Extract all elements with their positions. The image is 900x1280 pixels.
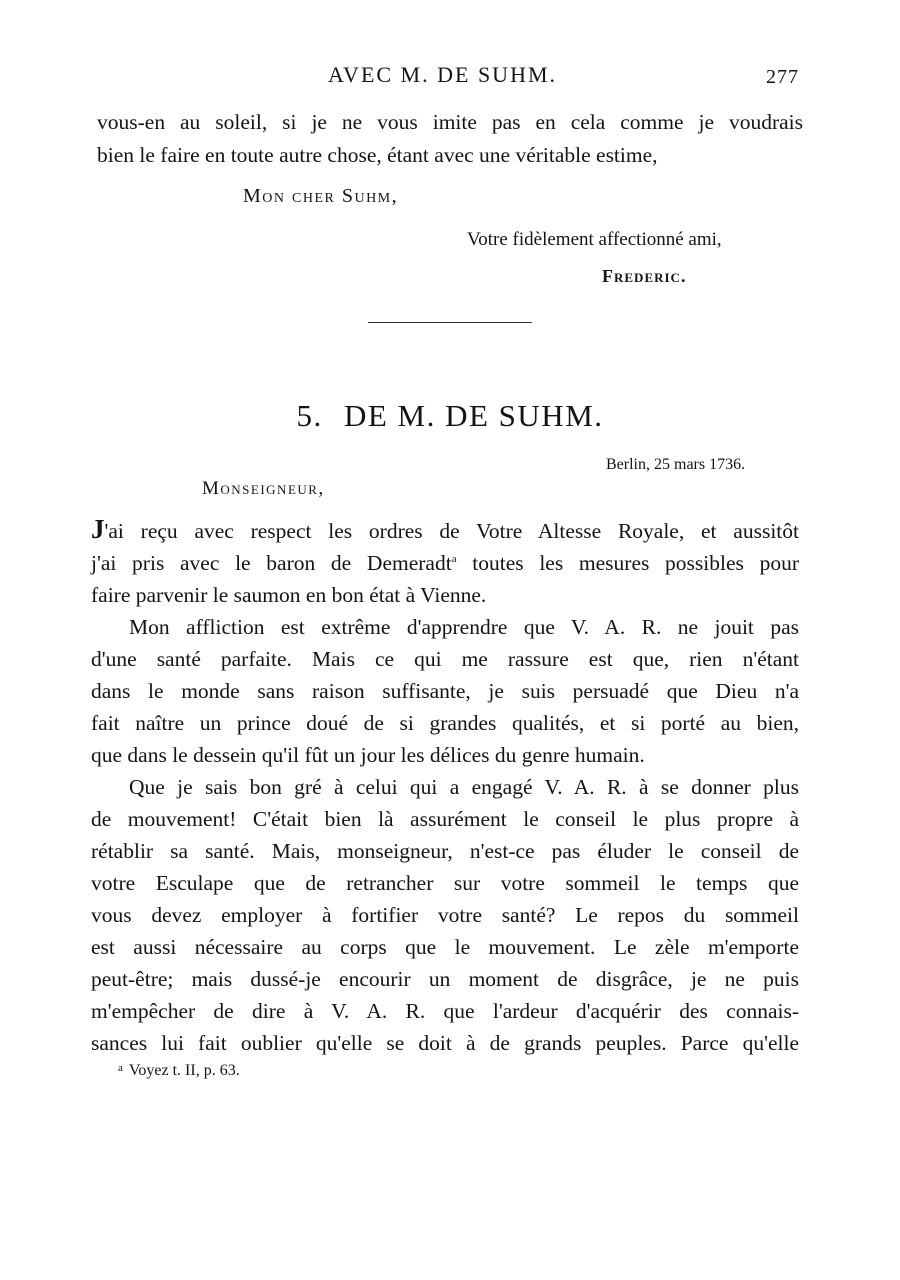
paragraph [91,771,799,1059]
text-line-content: toutes les mesures possibles pour [456,551,799,575]
paragraph [91,611,799,771]
text-line: de mouvement! C'était bien là assurément le conseil le plus propre à [91,807,799,831]
text-line: faire parvenir le saumon en bon état à Vienne. [91,583,487,607]
letter-body [91,513,799,1059]
text-line: que dans le dessein qu'il fût un jour les délices du genre humain. [91,743,645,767]
page-number: 277 [766,66,799,88]
previous-letter-closing: Votre fidèlement affectionné ami, [467,229,722,250]
text-line: peut-être; mais dussé-je encourir un moment de disgrâce, je ne puis [91,967,799,991]
letter-title: DE M. DE SUHM. [343,398,604,433]
section-divider [368,322,532,323]
text-line: sances lui fait oublier qu'elle se doit à de grands peuples. Parce qu'elle [91,1031,799,1055]
footnote [118,1062,240,1080]
text-line-content: 'ai reçu avec respect les ordres de Votre Altesse Royale, et aussitôt [104,519,799,543]
text-line: m'empêcher de dire à V. A. R. que l'ardeur d'acquérir des connais- [91,999,799,1023]
previous-letter-ending [97,106,803,172]
text-line-content: j'ai pris avec le baron de Demeradt [91,551,452,575]
letter-heading [0,398,900,434]
running-title: AVEC M. DE SUHM. [328,62,558,87]
letter-dateline: Berlin, 25 mars 1736. [606,456,746,473]
text-line: bien le faire en toute autre chose, étant avec une véritable estime, [97,143,658,167]
text-line [91,513,799,547]
text-line: Que je sais bon gré à celui qui a engagé V. A. R. à se donner plus [129,775,799,799]
paragraph [91,513,799,611]
drop-cap: J [91,514,105,544]
previous-letter-salutation: Mon cher Suhm, [243,185,399,207]
running-head [0,62,900,92]
text-line: d'une santé parfaite. Mais ce qui me rassure est que, rien n'étant [91,647,799,671]
text-line: votre Esculape que de retrancher sur votre sommeil le temps que [91,871,799,895]
previous-letter-signature: Frederic. [602,266,687,286]
text-line: rétablir sa santé. Mais, monseigneur, n'est-ce pas éluder le conseil de [91,839,799,863]
text-line: dans le monde sans raison suffisante, je suis persuadé que Dieu n'a [91,679,799,703]
text-line: vous devez employer à fortifier votre santé? Le repos du sommeil [91,903,799,927]
letter-salutation: Monseigneur, [202,478,325,499]
text-line: Mon affliction est extrême d'apprendre que V. A. R. ne jouit pas [129,615,799,639]
footnote-mark: a [118,1062,123,1074]
footnote-text: Voyez t. II, p. 63. [128,1062,240,1079]
footnote-reference[interactable]: a [451,553,457,565]
text-line [91,547,799,579]
text-line: vous-en au soleil, si je ne vous imite pas en cela comme je voudrais [97,110,803,134]
text-line: est aussi nécessaire au corps que le mouvement. Le zèle m'emporte [91,935,799,959]
letter-number: 5. [296,398,323,433]
text-line: fait naître un prince doué de si grandes qualités, et si porté au bien, [91,711,799,735]
